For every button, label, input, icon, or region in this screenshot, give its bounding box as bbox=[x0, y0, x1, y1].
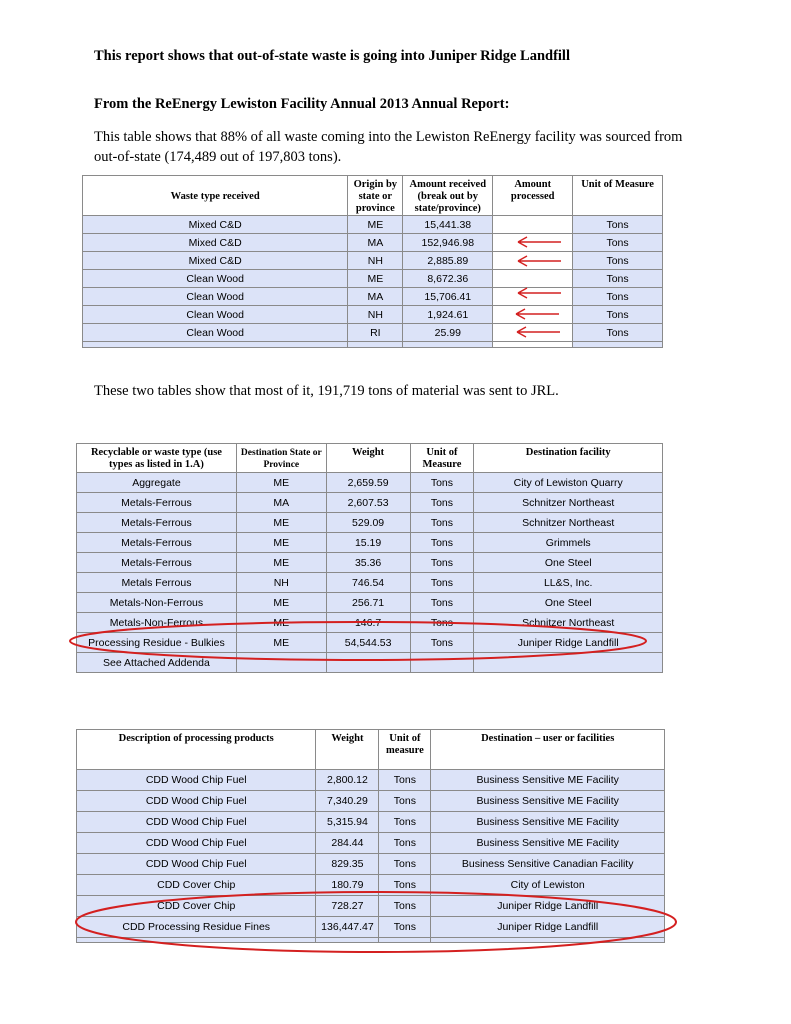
cell-weight: 5,315.94 bbox=[316, 812, 379, 833]
cell-unit: Tons bbox=[379, 896, 431, 917]
cell-dest_state: ME bbox=[236, 473, 326, 493]
cell-amount: 15,441.38 bbox=[403, 216, 493, 234]
cell-unit: Tons bbox=[379, 875, 431, 896]
cell-weight: 2,659.59 bbox=[326, 473, 410, 493]
table-row bbox=[77, 473, 663, 493]
cell-unit: Tons bbox=[573, 324, 663, 342]
cell-origin: ME bbox=[348, 216, 403, 234]
cell-empty bbox=[83, 342, 348, 348]
cell-facility: Grimmels bbox=[474, 533, 663, 553]
cell-unit: Tons bbox=[573, 288, 663, 306]
red-arrow-icon bbox=[514, 326, 562, 338]
red-arrow-icon bbox=[515, 255, 563, 267]
table-row bbox=[77, 833, 665, 854]
cell-dest: Business Sensitive ME Facility bbox=[431, 791, 665, 812]
cell-type: See Attached Addenda bbox=[77, 653, 237, 673]
table-row bbox=[77, 791, 665, 812]
cell-type: Metals-Ferrous bbox=[77, 493, 237, 513]
cell-unit: Tons bbox=[379, 833, 431, 854]
cell-type: Clean Wood bbox=[83, 288, 348, 306]
table-row bbox=[83, 234, 663, 252]
cell-dest_state: ME bbox=[236, 633, 326, 653]
cell-dest_state: MA bbox=[236, 493, 326, 513]
cell-weight: 146.7 bbox=[326, 613, 410, 633]
header-unit: Unit of Measure bbox=[573, 176, 663, 216]
cell-amount: 2,885.89 bbox=[403, 252, 493, 270]
cell-origin: MA bbox=[348, 288, 403, 306]
cell-unit: Tons bbox=[410, 493, 474, 513]
cell-unit: Tons bbox=[410, 613, 474, 633]
table-row bbox=[83, 324, 663, 342]
cell-dest: Business Sensitive ME Facility bbox=[431, 812, 665, 833]
table-row bbox=[83, 270, 663, 288]
cell-weight: 529.09 bbox=[326, 513, 410, 533]
cell-dest_state: NH bbox=[236, 573, 326, 593]
summary-paragraph: These two tables show that most of it, 191,719 tons of material was sent to JRL. bbox=[94, 383, 559, 399]
header-destination-facility: Destination facility bbox=[474, 444, 663, 473]
report-heading: This report shows that out-of-state waste is going into Juniper Ridge Landfill bbox=[94, 48, 570, 64]
header-recyclable-type: Recyclable or waste type (use types as listed in 1.A) bbox=[77, 444, 237, 473]
cell-unit: Tons bbox=[410, 533, 474, 553]
cell-weight: 7,340.29 bbox=[316, 791, 379, 812]
cell-type: Mixed C&D bbox=[83, 216, 348, 234]
cell-unit: Tons bbox=[379, 917, 431, 938]
header-destination-state: Destination State or Province bbox=[236, 444, 326, 473]
cell-desc: CDD Cover Chip bbox=[77, 875, 316, 896]
cell-type: Mixed C&D bbox=[83, 252, 348, 270]
cell-type: Metals-Ferrous bbox=[77, 513, 237, 533]
cell-type: Clean Wood bbox=[83, 270, 348, 288]
cell-unit: Tons bbox=[410, 633, 474, 653]
cell-origin: NH bbox=[348, 306, 403, 324]
intro-paragraph: This table shows that 88% of all waste coming into the Lewiston ReEnergy facility was sourced from out-of-state (174,489 out of 197,803 tons). bbox=[94, 129, 683, 165]
source-heading: From the ReEnergy Lewiston Facility Annual 2013 Annual Report: bbox=[94, 96, 510, 112]
cell-facility: Schnitzer Northeast bbox=[474, 493, 663, 513]
cell-unit: Tons bbox=[379, 812, 431, 833]
cell-unit: Tons bbox=[573, 234, 663, 252]
table-row bbox=[77, 854, 665, 875]
table-row bbox=[77, 573, 663, 593]
table-row bbox=[77, 812, 665, 833]
red-arrow-icon bbox=[515, 236, 563, 248]
cell-dest: Business Sensitive ME Facility bbox=[431, 833, 665, 854]
table-row bbox=[83, 216, 663, 234]
cell-type: Metals Ferrous bbox=[77, 573, 237, 593]
cell-unit: Tons bbox=[379, 791, 431, 812]
cell-amount: 15,706.41 bbox=[403, 288, 493, 306]
cell-type: Processing Residue - Bulkies bbox=[77, 633, 237, 653]
cell-empty bbox=[573, 342, 663, 348]
cell-desc: CDD Wood Chip Fuel bbox=[77, 770, 316, 791]
header-product-unit: Unit of measure bbox=[379, 730, 431, 770]
cell-facility: Schnitzer Northeast bbox=[474, 513, 663, 533]
header-product-weight: Weight bbox=[316, 730, 379, 770]
cell-dest_state: ME bbox=[236, 553, 326, 573]
cell-desc: CDD Wood Chip Fuel bbox=[77, 854, 316, 875]
cell-desc: CDD Processing Residue Fines bbox=[77, 917, 316, 938]
cell-type: Clean Wood bbox=[83, 324, 348, 342]
cell-facility: City of Lewiston Quarry bbox=[474, 473, 663, 493]
cell-dest_state: ME bbox=[236, 533, 326, 553]
cell-dest: Juniper Ridge Landfill bbox=[431, 917, 665, 938]
highlight-ellipse-jrl-products bbox=[72, 888, 680, 956]
cell-dest_state: ME bbox=[236, 613, 326, 633]
cell-unit: Tons bbox=[410, 473, 474, 493]
cell-empty bbox=[348, 342, 403, 348]
table-row bbox=[83, 306, 663, 324]
header-origin: Origin by state or province bbox=[348, 176, 403, 216]
cell-origin: NH bbox=[348, 252, 403, 270]
cell-amount: 1,924.61 bbox=[403, 306, 493, 324]
table-row bbox=[77, 533, 663, 553]
cell-empty bbox=[403, 342, 493, 348]
cell-origin: RI bbox=[348, 324, 403, 342]
cell-type: Metals-Non-Ferrous bbox=[77, 593, 237, 613]
table-row bbox=[83, 288, 663, 306]
table-row bbox=[77, 553, 663, 573]
cell-unit: Tons bbox=[573, 270, 663, 288]
cell-type: Aggregate bbox=[77, 473, 237, 493]
cell-desc: CDD Wood Chip Fuel bbox=[77, 812, 316, 833]
cell-weight: 728.27 bbox=[316, 896, 379, 917]
cell-origin: ME bbox=[348, 270, 403, 288]
red-arrow-icon bbox=[513, 308, 561, 320]
table-row bbox=[77, 770, 665, 791]
cell-origin: MA bbox=[348, 234, 403, 252]
cell-dest: Juniper Ridge Landfill bbox=[431, 896, 665, 917]
cell-weight: 256.71 bbox=[326, 593, 410, 613]
header-description: Description of processing products bbox=[77, 730, 316, 770]
cell-dest_state: ME bbox=[236, 593, 326, 613]
cell-desc: CDD Wood Chip Fuel bbox=[77, 791, 316, 812]
cell-type: Metals-Non-Ferrous bbox=[77, 613, 237, 633]
cell-weight: 2,800.12 bbox=[316, 770, 379, 791]
cell-weight: 284.44 bbox=[316, 833, 379, 854]
header-amount-received: Amount received (break out by state/province) bbox=[403, 176, 493, 216]
cell-weight: 136,447.47 bbox=[316, 917, 379, 938]
cell-type: Mixed C&D bbox=[83, 234, 348, 252]
table-row-partial bbox=[83, 342, 663, 348]
cell-processed bbox=[493, 270, 573, 288]
cell-facility: LL&S, Inc. bbox=[474, 573, 663, 593]
cell-weight: 15.19 bbox=[326, 533, 410, 553]
cell-weight: 2,607.53 bbox=[326, 493, 410, 513]
cell-facility: One Steel bbox=[474, 593, 663, 613]
cell-amount: 152,946.98 bbox=[403, 234, 493, 252]
cell-amount: 25.99 bbox=[403, 324, 493, 342]
cell-unit: Tons bbox=[379, 854, 431, 875]
cell-weight: 54,544.53 bbox=[326, 633, 410, 653]
cell-dest: Business Sensitive ME Facility bbox=[431, 770, 665, 791]
waste-received-table bbox=[82, 175, 663, 348]
cell-weight: 35.36 bbox=[326, 553, 410, 573]
cell-processed bbox=[493, 216, 573, 234]
header-weight: Weight bbox=[326, 444, 410, 473]
table-row bbox=[77, 593, 663, 613]
cell-unit: Tons bbox=[410, 593, 474, 613]
cell-unit: Tons bbox=[573, 216, 663, 234]
cell-unit: Tons bbox=[573, 306, 663, 324]
cell-facility: Juniper Ridge Landfill bbox=[474, 633, 663, 653]
cell-type: Metals-Ferrous bbox=[77, 553, 237, 573]
cell-empty bbox=[493, 342, 573, 348]
cell-type: Clean Wood bbox=[83, 306, 348, 324]
cell-facility: One Steel bbox=[474, 553, 663, 573]
cell-unit: Tons bbox=[379, 770, 431, 791]
header-unit-measure: Unit of Measure bbox=[410, 444, 474, 473]
cell-amount: 8,672.36 bbox=[403, 270, 493, 288]
cell-weight: 746.54 bbox=[326, 573, 410, 593]
cell-type: Metals-Ferrous bbox=[77, 533, 237, 553]
cell-facility: Schnitzer Northeast bbox=[474, 613, 663, 633]
cell-weight: 829.35 bbox=[316, 854, 379, 875]
cell-dest_state: ME bbox=[236, 513, 326, 533]
header-waste-type: Waste type received bbox=[83, 176, 348, 216]
cell-desc: CDD Cover Chip bbox=[77, 896, 316, 917]
cell-unit: Tons bbox=[410, 573, 474, 593]
cell-dest: City of Lewiston bbox=[431, 875, 665, 896]
header-amount-processed: Amount processed bbox=[493, 176, 573, 216]
cell-dest: Business Sensitive Canadian Facility bbox=[431, 854, 665, 875]
cell-desc: CDD Wood Chip Fuel bbox=[77, 833, 316, 854]
red-arrow-icon bbox=[515, 287, 563, 299]
header-destination-user: Destination – user or facilities bbox=[431, 730, 665, 770]
cell-unit: Tons bbox=[410, 513, 474, 533]
table-row bbox=[83, 252, 663, 270]
cell-unit: Tons bbox=[410, 553, 474, 573]
table-row bbox=[77, 513, 663, 533]
table-row bbox=[77, 493, 663, 513]
cell-unit: Tons bbox=[573, 252, 663, 270]
cell-weight: 180.79 bbox=[316, 875, 379, 896]
highlight-ellipse-bulkies bbox=[66, 618, 650, 664]
